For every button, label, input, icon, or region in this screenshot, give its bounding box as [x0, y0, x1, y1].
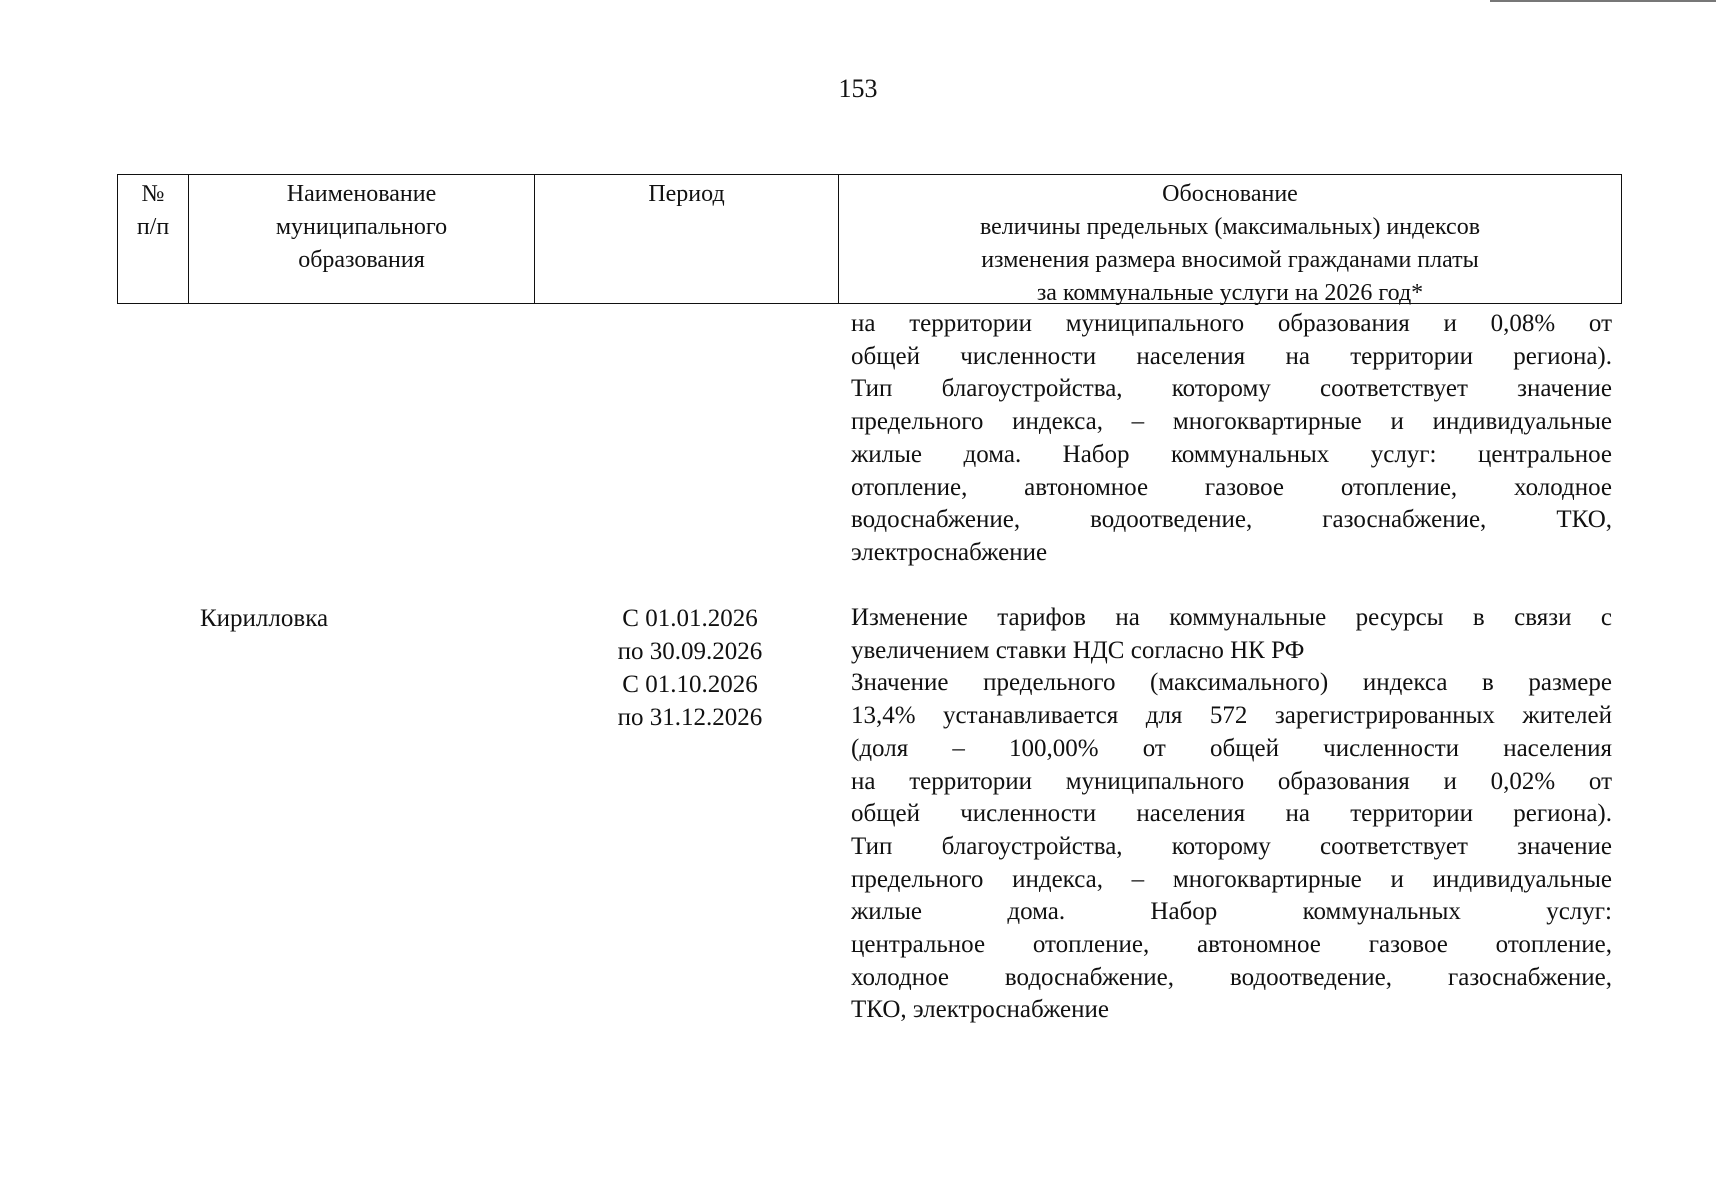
text-line: Тип благоустройства, которому соответствует значение: [851, 832, 1612, 860]
header-text-line: муниципального: [275, 214, 448, 240]
header-text-line: изменения размера вносимой гражданами платы: [981, 247, 1479, 273]
text-line: Тип благоустройства, которому соответствует значение: [851, 375, 1612, 403]
text-line: жилые дома. Набор коммунальных услуг: центральное: [851, 440, 1612, 468]
text-line: ТКО, электроснабжение: [851, 996, 1109, 1024]
period-range: [590, 602, 790, 734]
text-line: 13,4% устанавливается для 572 зарегистрированных жителей: [851, 702, 1612, 730]
header-cell-municipality: [189, 175, 535, 303]
text-line: на территории муниципального образования и 0,08% от: [851, 310, 1612, 337]
header-text-line: №: [141, 181, 165, 207]
header-cell-number: [118, 175, 189, 303]
table-header: [117, 174, 1622, 304]
header-text-line: п/п: [136, 214, 170, 240]
text-line: Изменение тарифов на коммунальные ресурсы в связи с: [851, 604, 1612, 631]
period-line: по 30.09.2026: [617, 638, 763, 665]
text-line: на территории муниципального образования и 0,02% от: [851, 767, 1612, 795]
text-line: предельного индекса, – многоквартирные и индивидуальные: [851, 408, 1612, 436]
text-line: общей численности населения на территории региона).: [851, 342, 1612, 370]
text-line: увеличением ставки НДС согласно НК РФ: [851, 636, 1305, 664]
text-line: холодное водоснабжение, водоотведение, газоснабжение,: [851, 963, 1612, 991]
text-line: жилые дома. Набор коммунальных услуг:: [851, 898, 1612, 926]
page-number: 153: [838, 74, 878, 103]
text-line: Значение предельного (максимального) индекса в размере: [851, 669, 1612, 697]
text-line: отопление, автономное газовое отопление, холодное: [851, 473, 1612, 501]
header-text-line: Обоснование: [1162, 181, 1298, 207]
text-line: (доля – 100,00% от общей численности населения: [851, 734, 1612, 762]
period-line: С 01.01.2026: [622, 605, 758, 632]
text-line: общей численности населения на территории региона).: [851, 800, 1612, 828]
text-line: предельного индекса, – многоквартирные и индивидуальные: [851, 865, 1612, 893]
text-line: водоснабжение, водоотведение, газоснабжение, ТКО,: [851, 506, 1612, 534]
header-text-line: Наименование: [286, 181, 437, 207]
municipality-name: Кирилловка: [200, 605, 329, 632]
scan-edge-line: [1490, 0, 1716, 2]
basis-text: [851, 602, 1612, 1027]
header-cell-period: [535, 175, 839, 303]
header-cell-basis: [839, 175, 1621, 306]
text-line: электроснабжение: [851, 538, 1048, 566]
continuation-basis-text: [851, 308, 1612, 570]
header-text-line: Период: [648, 181, 725, 207]
header-text-line: за коммунальные услуги на 2026 год*: [1036, 280, 1424, 306]
header-text-line: образования: [298, 247, 425, 273]
period-line: С 01.10.2026: [622, 671, 758, 698]
header-text-line: величины предельных (максимальных) индексов: [979, 214, 1481, 240]
text-line: центральное отопление, автономное газовое отопление,: [851, 931, 1612, 959]
period-line: по 31.12.2026: [617, 704, 763, 731]
